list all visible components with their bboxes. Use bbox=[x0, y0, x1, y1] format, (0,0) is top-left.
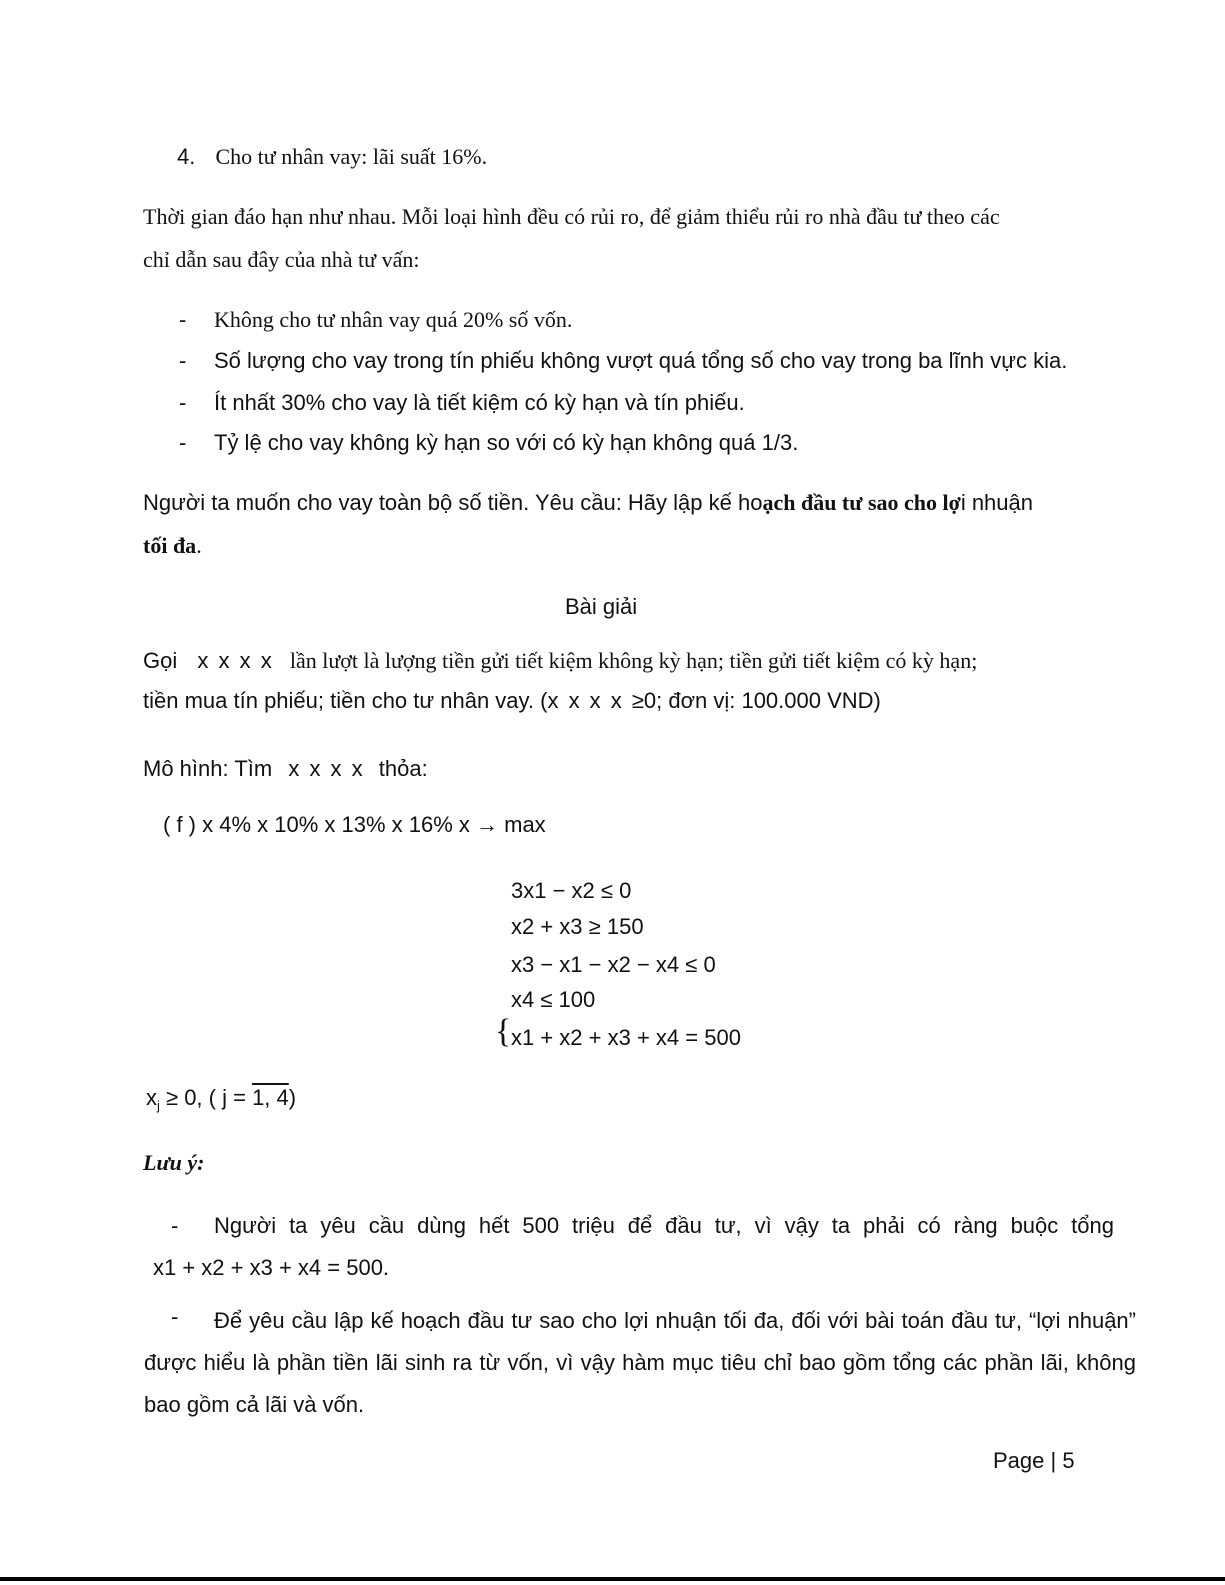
page-number: Page | 5 bbox=[993, 1448, 1075, 1473]
constraint-1: 3x1 − x2 ≤ 0 bbox=[511, 878, 632, 903]
note-2-text: Để yêu cầu lập kế hoạch đầu tư sao cho lợi nhuận tối đa, đối với bài toán đầu tư, “lợi nhuận” được hiểu là phần tiền lãi sinh ra từ vốn, vì vậy hàm mục tiêu chỉ bao gồm tổng các phần lãi, không bao gồm cả lãi và vốn. bbox=[144, 1308, 1136, 1417]
rule-item: Số lượng cho vay trong tín phiếu không vượt quá tổng số cho vay trong ba lĩnh vực kia. bbox=[214, 348, 1068, 373]
requirement-period: . bbox=[196, 533, 202, 558]
model-vars: x x x x bbox=[288, 756, 365, 781]
goi-line-1 bbox=[143, 648, 977, 674]
rule-dash: - bbox=[179, 348, 187, 373]
objective-function: ( f ) x 4% x 10% x 13% x 16% x → max bbox=[163, 812, 546, 837]
requirement-line-2 bbox=[143, 533, 202, 559]
model-label: Mô hình: Tìm bbox=[143, 756, 273, 781]
goi-condition: ≥0; đơn vị: 100.000 VND) bbox=[631, 688, 881, 713]
rule-dash: - bbox=[179, 390, 187, 415]
rule-dash: - bbox=[179, 307, 187, 332]
goi-vars: x x x x bbox=[197, 648, 274, 673]
brace-icon: { bbox=[495, 1013, 512, 1050]
goi-label: Gọi bbox=[143, 648, 178, 673]
list-item-4 bbox=[177, 144, 487, 170]
note-1-formula: x1 + x2 + x3 + x4 = 500. bbox=[153, 1255, 390, 1280]
requirement-bold-2: tối đa bbox=[143, 533, 197, 558]
constraint-5: x1 + x2 + x3 + x4 = 500 bbox=[511, 1025, 741, 1050]
nonneg-end: ) bbox=[288, 1085, 297, 1110]
rule-item: Ít nhất 30% cho vay là tiết kiệm có kỳ hạn và tín phiếu. bbox=[214, 390, 745, 415]
model-line bbox=[143, 756, 428, 782]
rule-dash: - bbox=[179, 430, 187, 455]
item-number: 4. bbox=[177, 144, 196, 169]
constraint-4: x4 ≤ 100 bbox=[511, 987, 596, 1012]
goi-vars-2: x x x x bbox=[547, 688, 624, 713]
intro-line-2: chỉ dẫn sau đây của nhà tư vấn: bbox=[143, 247, 420, 272]
note-title: Lưu ý: bbox=[143, 1150, 205, 1175]
note-dash-1: - bbox=[171, 1213, 179, 1238]
item-text: Cho tư nhân vay: lãi suất 16%. bbox=[215, 144, 488, 169]
note-dash-2: - bbox=[171, 1304, 179, 1329]
bottom-divider bbox=[0, 1577, 1225, 1581]
requirement-text: Người ta muốn cho vay toàn bộ số tiền. Yêu cầu: Hãy lập kế ho bbox=[143, 490, 763, 515]
constraint-3: x3 − x1 − x2 − x4 ≤ 0 bbox=[511, 952, 716, 977]
constraint-2: x2 + x3 ≥ 150 bbox=[511, 914, 644, 939]
nonneg-range: 1, 4 bbox=[252, 1085, 289, 1110]
intro-line-1: Thời gian đáo hạn như nhau. Mỗi loại hình đều có rủi ro, để giảm thiểu rủi ro nhà đầu tư theo các bbox=[143, 204, 1000, 229]
goi-line-2 bbox=[143, 688, 881, 714]
rule-item: Không cho tư nhân vay quá 20% số vốn. bbox=[214, 307, 573, 332]
nonneg-sub: j bbox=[157, 1098, 160, 1113]
nonneg-var: x bbox=[146, 1085, 157, 1110]
requirement-line-1 bbox=[143, 490, 1033, 516]
rule-item: Tỷ lệ cho vay không kỳ hạn so với có kỳ hạn không quá 1/3. bbox=[214, 430, 799, 455]
requirement-text-end: i nhuận bbox=[960, 490, 1033, 515]
requirement-bold: ạch đầu tư sao cho lợ bbox=[762, 490, 961, 515]
note-1-text: Người ta yêu cầu dùng hết 500 triệu để đầu tư, vì vậy ta phải có ràng buộc tổng bbox=[214, 1213, 1114, 1238]
solution-title: Bài giải bbox=[565, 594, 638, 619]
nonneg-condition bbox=[146, 1085, 296, 1114]
nonneg-mid: ≥ 0, ( j = bbox=[159, 1085, 253, 1110]
goi-text-2: tiền mua tín phiếu; tiền cho tư nhân vay. ( bbox=[143, 688, 548, 713]
goi-text: lần lượt là lượng tiền gửi tiết kiệm không kỳ hạn; tiền gửi tiết kiệm có kỳ hạn; bbox=[289, 648, 978, 673]
model-end: thỏa: bbox=[378, 756, 428, 781]
